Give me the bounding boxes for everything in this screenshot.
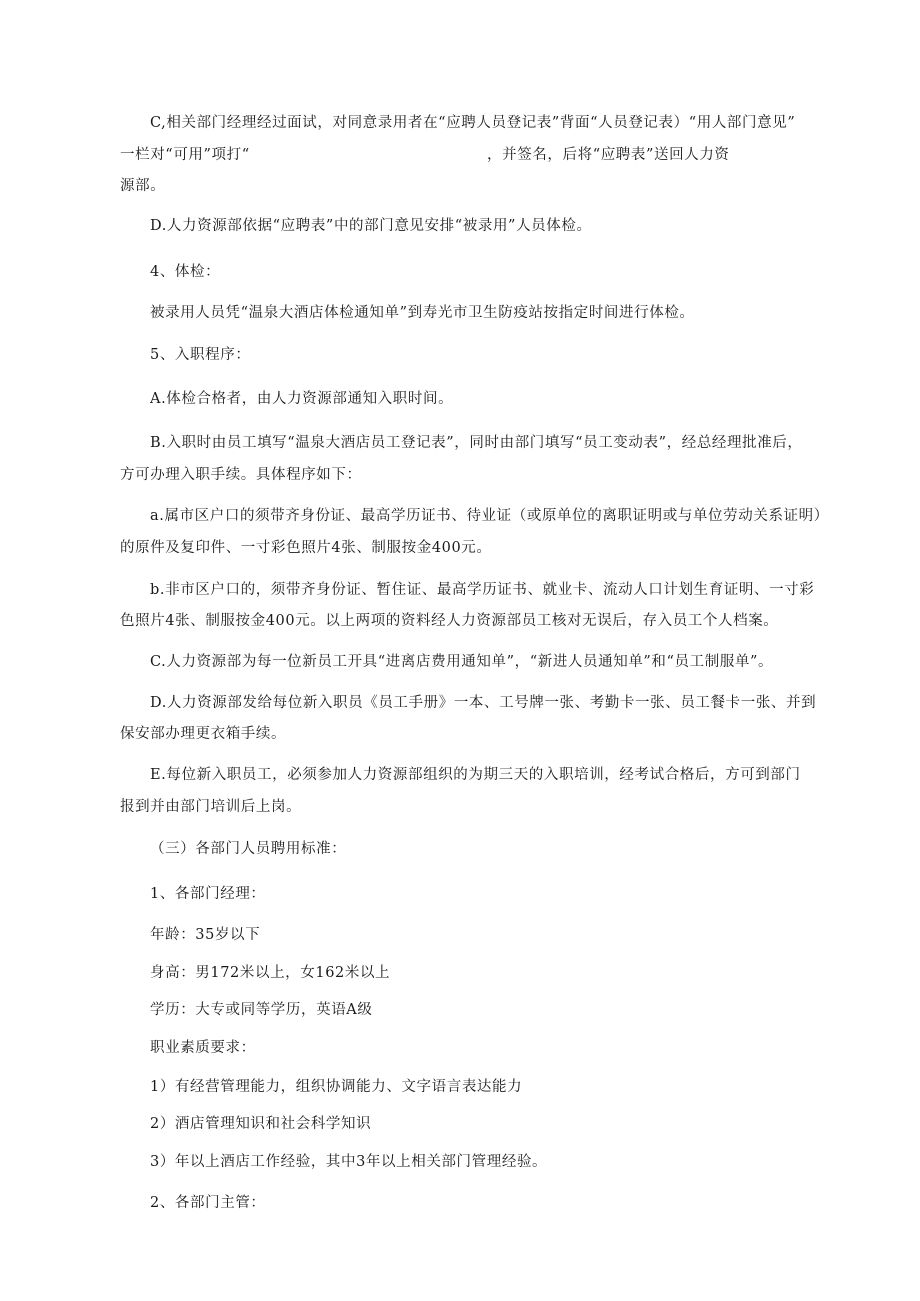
paragraph-b-line1: B.入职时由员工填写“温泉大酒店员工登记表”，同时由部门填写“员工变动表”，经总经理批准后，: [150, 435, 803, 451]
subheading-department-managers: 1、各部门经理：: [150, 886, 266, 902]
paragraph-c-line2-right: ，并签名，后将“应聘表”送回人力资: [487, 147, 730, 163]
requirement-height: 身高：男172米以上，女162米以上: [150, 965, 391, 981]
paragraph-e5-line1: E.每位新入职员工，必须参加人力资源部组织的为期三天的入职培训，经考试合格后，方可到部门: [150, 767, 801, 783]
paragraph-ba-line1: a.属市区户口的须带齐身份证、最高学历证书、待业证（或原单位的离职证明或与单位劳动关系证明）: [150, 508, 829, 524]
paragraph-bb-line2: 色照片4张、制服按金400元。以上两项的资料经人力资源部员工核对无误后，存入员工个人档案。: [120, 613, 779, 629]
paragraph-c5: C.人力资源部为每一位新员工开具“进离店费用通知单”，“新进人员通知单”和“员工制服单”。: [150, 654, 774, 670]
subheading-department-supervisors: 2、各部门主管：: [150, 1195, 266, 1211]
paragraph-d5-line2: 保安部办理更衣箱手续。: [120, 726, 287, 742]
paragraph-c-line2-left: 一栏对“可用”项打“: [120, 147, 250, 163]
requirement-education: 学历：大专或同等学历，英语A级: [150, 1002, 373, 1018]
paragraph-c-line1: C,相关部门经理经过面试，对同意录用者在“应聘人员登记表”背面“人员登记表）“用人部门意见”: [150, 115, 796, 131]
quality-item-1: 1）有经营管理能力，组织协调能力、文字语言表达能力: [150, 1079, 523, 1095]
paragraph-ba-line2: 的原件及复印件、一寸彩色照片4张、制服按金400元。: [120, 540, 492, 556]
paragraph-d5-line1: D.人力资源部发给每位新入职员《员工手册》一本、工号牌一张、考勤卡一张、员工餐卡一张、并到: [150, 695, 817, 711]
quality-item-3: 3）年以上酒店工作经验，其中3年以上相关部门管理经验。: [150, 1154, 548, 1170]
quality-item-2: 2）酒店管理知识和社会科学知识: [150, 1116, 372, 1132]
paragraph-c-line3: 源部。: [120, 178, 166, 194]
section-heading-standards: （三）各部门人员聘用标准：: [150, 841, 347, 857]
paragraph-b-line2: 方可办理入职手续。具体程序如下：: [120, 467, 362, 483]
paragraph-e5-line2: 报到并由部门培训后上岗。: [120, 799, 302, 815]
heading-onboarding: 5、入职程序：: [150, 347, 251, 363]
paragraph-bb-line1: b.非市区户口的，须带齐身份证、暂住证、最高学历证书、就业卡、流动人口计划生育证明、一寸彩: [150, 582, 815, 598]
paragraph-d: D.人力资源部依据“应聘表”中的部门意见安排“被录用”人员体检。: [150, 218, 592, 234]
requirement-age: 年龄：35岁以下: [150, 927, 261, 943]
heading-physical-exam: 4、体检：: [150, 264, 221, 280]
paragraph-a: A.体检合格者，由人力资源部通知入职时间。: [150, 391, 454, 407]
paragraph-physical-exam: 被录用人员凭“温泉大酒店体检通知单”到寿光市卫生防疫站按指定时间进行体检。: [150, 305, 695, 321]
requirement-quality-heading: 职业素质要求：: [150, 1040, 256, 1056]
